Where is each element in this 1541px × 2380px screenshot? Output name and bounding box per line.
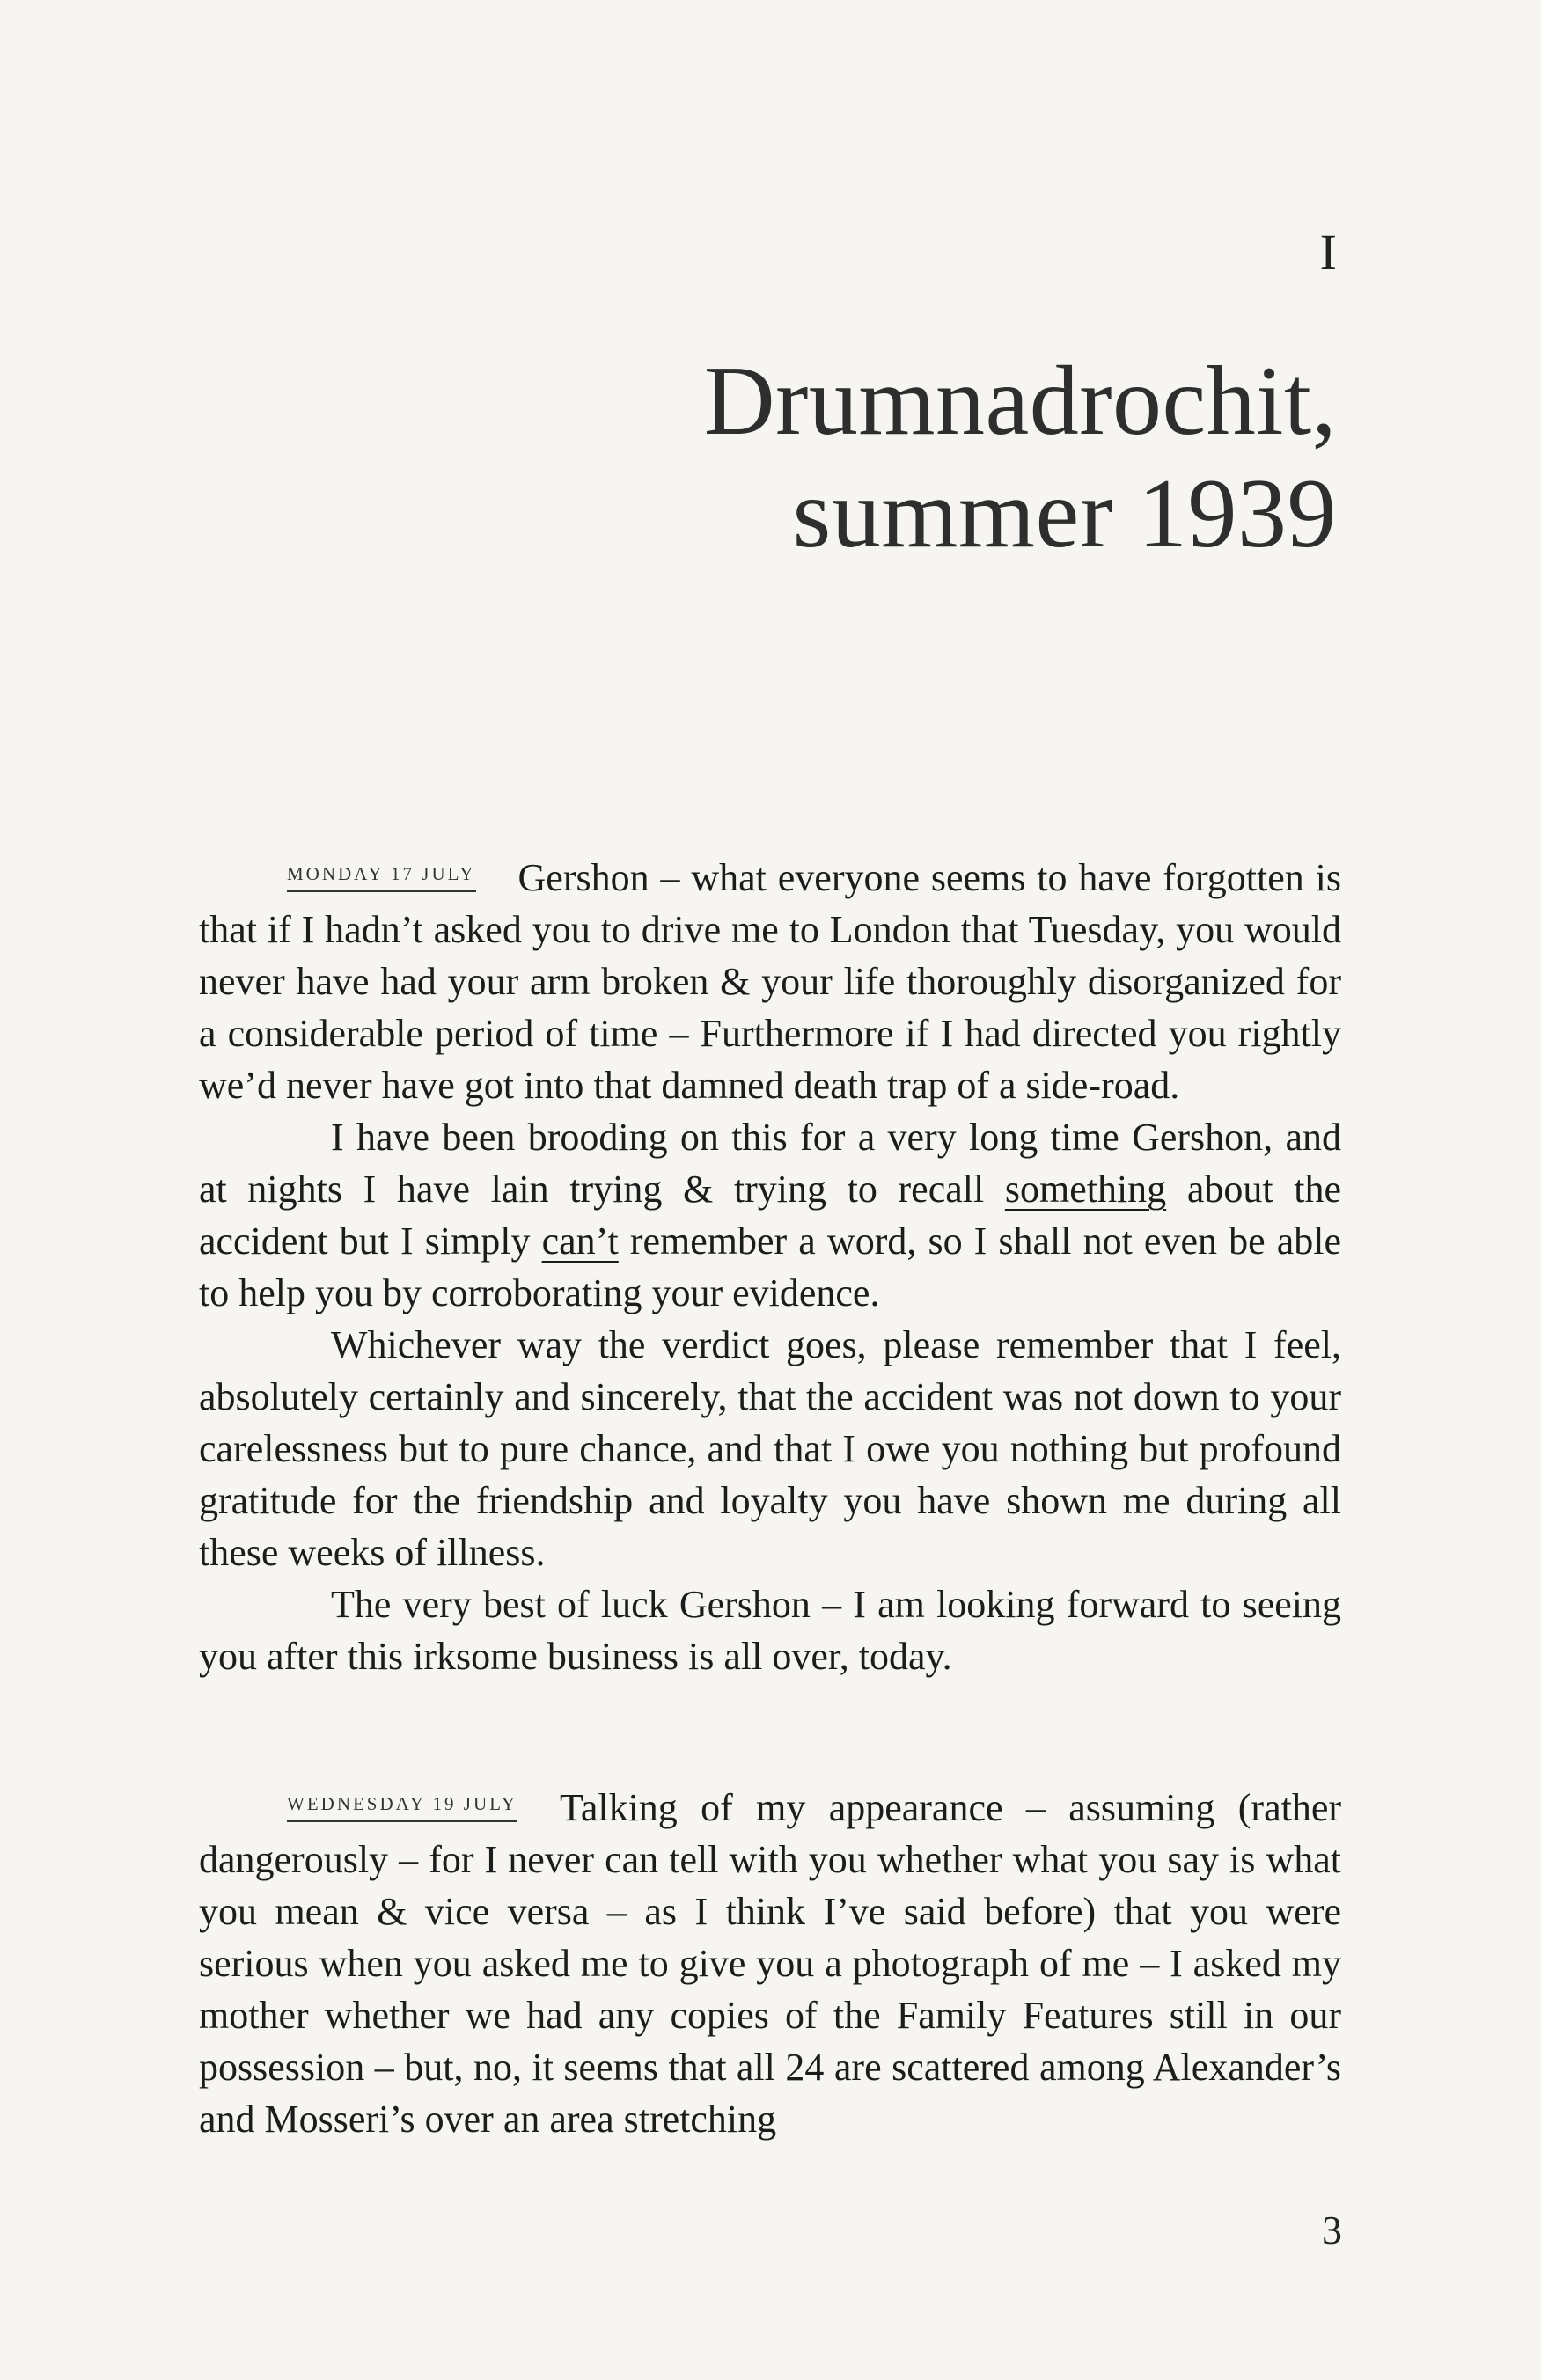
page-number: 3	[1322, 2208, 1342, 2252]
diary-entry-wednesday	[199, 1782, 1341, 2145]
paragraph-text: Gershon – what everyone seems to have forgotten is that if I hadn’t asked you to drive me to London that Tuesday, you would never have had your arm broken & your life thoroughly disorganized for a considerable period of time – Furthermore if I had directed you rightly we’d never have got into that damned death trap of a side-road.	[199, 856, 1341, 1107]
underlined-word: something	[1004, 1168, 1167, 1211]
paragraph-text: remember a word, so I shall not even be able to help you by corroborating your evidence.	[199, 1219, 1341, 1314]
chapter-title	[704, 345, 1337, 570]
entry-date: MONDAY 17 JULY	[287, 865, 476, 892]
underlined-word: can’t	[541, 1219, 619, 1263]
entry-paragraph	[199, 852, 1341, 1111]
paragraph-text: I have been brooding on this for a very long time Gershon, and at nights I have lain trying & trying to recall	[199, 1116, 1341, 1211]
chapter-title-line-1: Drumnadrochit,	[703, 347, 1337, 456]
chapter-number: I	[1319, 223, 1337, 281]
entry-paragraph: Whichever way the verdict goes, please remember that I feel, absolutely certainly and sincerely, that the accident was not down to your carelessness but to pure chance, and that I owe you nothing but profound gratitude for the friendship and loyalty you have shown me during all these weeks of illness.	[199, 1323, 1341, 1574]
paragraph-text: about the accident but I simply	[199, 1168, 1341, 1263]
paragraph-text: Talking of my appearance – assuming (rather dangerously – for I never can tell with you whether what you say is what you mean & vice versa – as I think I’ve said before) that you were serious when you asked me to give you a photograph of me – I asked my mother whether we had any copies of the Family Features still in our possession – but, no, it seems that all 24 are scattered among Alexander’s and Mosseri’s over an area stretching	[199, 1786, 1341, 2141]
entry-paragraph: The very best of luck Gershon – I am looking forward to seeing you after this irksome business is all over, today.	[199, 1583, 1341, 1678]
entry-paragraph	[199, 1782, 1341, 2145]
entry-paragraph	[199, 1111, 1341, 1319]
diary-entry-monday	[199, 852, 1341, 1682]
entry-date: WEDNESDAY 19 JULY	[287, 1795, 517, 1822]
chapter-title-line-2: summer 1939	[792, 459, 1337, 568]
